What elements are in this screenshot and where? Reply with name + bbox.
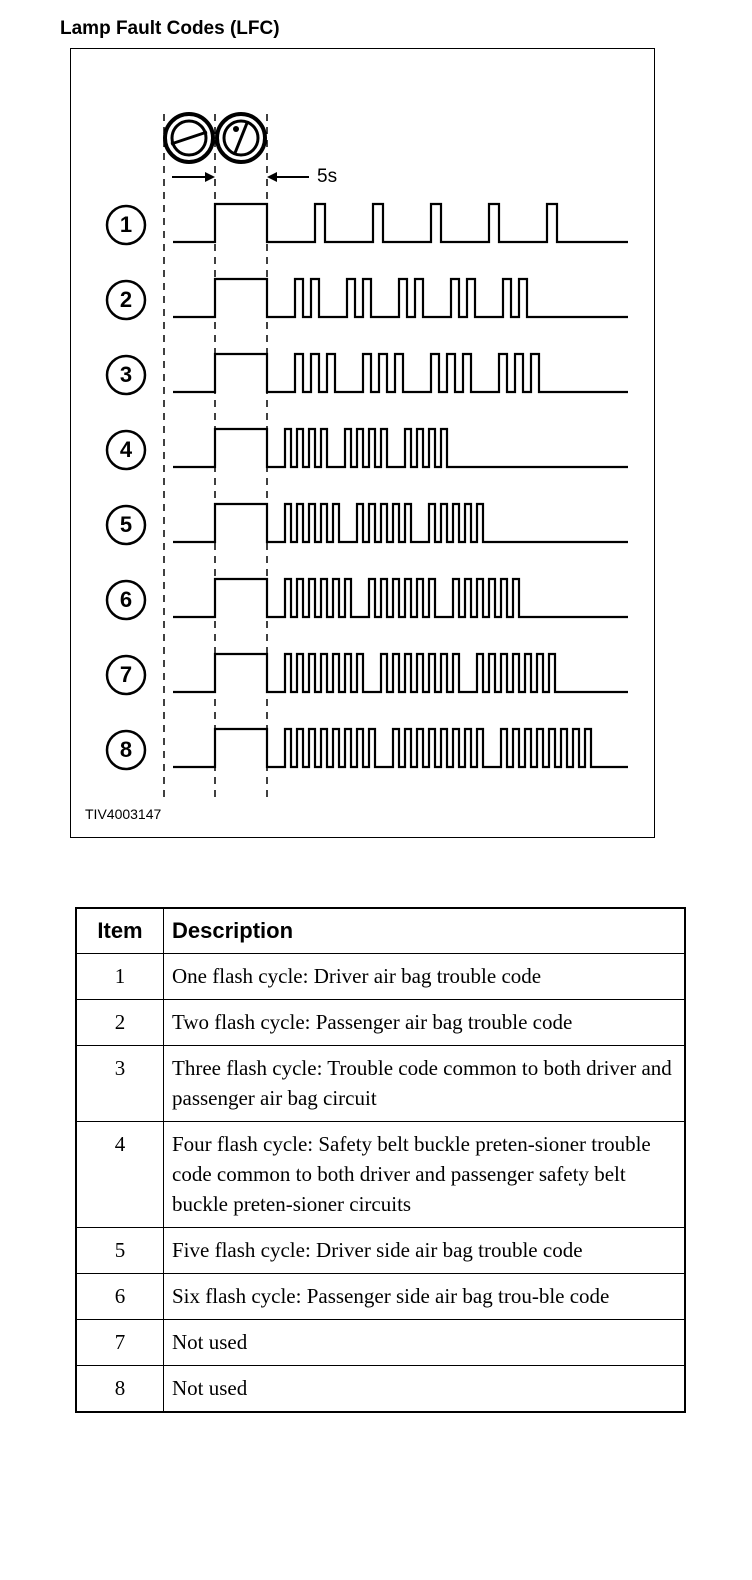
waveform-4 — [173, 429, 628, 467]
row-item: 7 — [76, 1320, 164, 1366]
row-description: One flash cycle: Driver air bag trouble code — [164, 954, 686, 1000]
duration-label: 5s — [317, 166, 338, 187]
section-title: Lamp Fault Codes (LFC) — [60, 18, 280, 39]
item-number-2: 2 — [119, 287, 133, 312]
waveform-7 — [173, 654, 628, 692]
header-item: Item — [76, 908, 164, 954]
row-item: 1 — [76, 954, 164, 1000]
row-description: Six flash cycle: Passenger side air bag trou-ble code — [164, 1274, 686, 1320]
row-item: 8 — [76, 1366, 164, 1413]
waveform-6 — [173, 579, 628, 617]
row-description: Three flash cycle: Trouble code common to both driver and passenger air bag circuit — [164, 1046, 686, 1122]
item-number-7: 7 — [119, 662, 133, 687]
waveform-2 — [173, 279, 628, 317]
lamp-on-icon — [217, 114, 265, 162]
item-number-3: 3 — [119, 362, 133, 387]
waveform-8 — [173, 729, 628, 767]
waveform-1 — [173, 204, 628, 242]
row-description: Not used — [164, 1366, 686, 1413]
waveform-3 — [173, 354, 628, 392]
item-number-8: 8 — [119, 737, 133, 762]
row-description: Not used — [164, 1320, 686, 1366]
waveform-canvas — [71, 49, 656, 839]
lamp-off-icon — [165, 114, 213, 162]
header-description: Description — [164, 908, 686, 954]
table-row — [76, 954, 685, 1000]
item-number-4: 4 — [119, 437, 133, 462]
waveform-5 — [173, 504, 628, 542]
table-row — [76, 1000, 685, 1046]
row-item: 2 — [76, 1000, 164, 1046]
row-item: 6 — [76, 1274, 164, 1320]
figure-id: TIV4003147 — [85, 806, 162, 822]
table-row — [76, 1122, 685, 1228]
item-number-6: 6 — [119, 587, 133, 612]
row-description: Five flash cycle: Driver side air bag trouble code — [164, 1228, 686, 1274]
duration-arrow — [267, 172, 309, 182]
table-row — [76, 1274, 685, 1320]
table-header-row — [76, 908, 685, 954]
offset-arrow — [172, 172, 215, 182]
table-row — [76, 1046, 685, 1122]
row-item: 4 — [76, 1122, 164, 1228]
item-number-1: 1 — [119, 212, 133, 237]
row-description: Two flash cycle: Passenger air bag trouble code — [164, 1000, 686, 1046]
row-item: 3 — [76, 1046, 164, 1122]
item-number-5: 5 — [119, 512, 133, 537]
table-row — [76, 1228, 685, 1274]
table-row — [76, 1366, 685, 1413]
table-row — [76, 1320, 685, 1366]
row-item: 5 — [76, 1228, 164, 1274]
item-description-table — [75, 907, 686, 1413]
row-description: Four flash cycle: Safety belt buckle preten-sioner trouble code common to both driver and passenger safety belt buckle preten-sioner circuits — [164, 1122, 686, 1228]
lamp-fault-code-diagram — [70, 48, 655, 838]
